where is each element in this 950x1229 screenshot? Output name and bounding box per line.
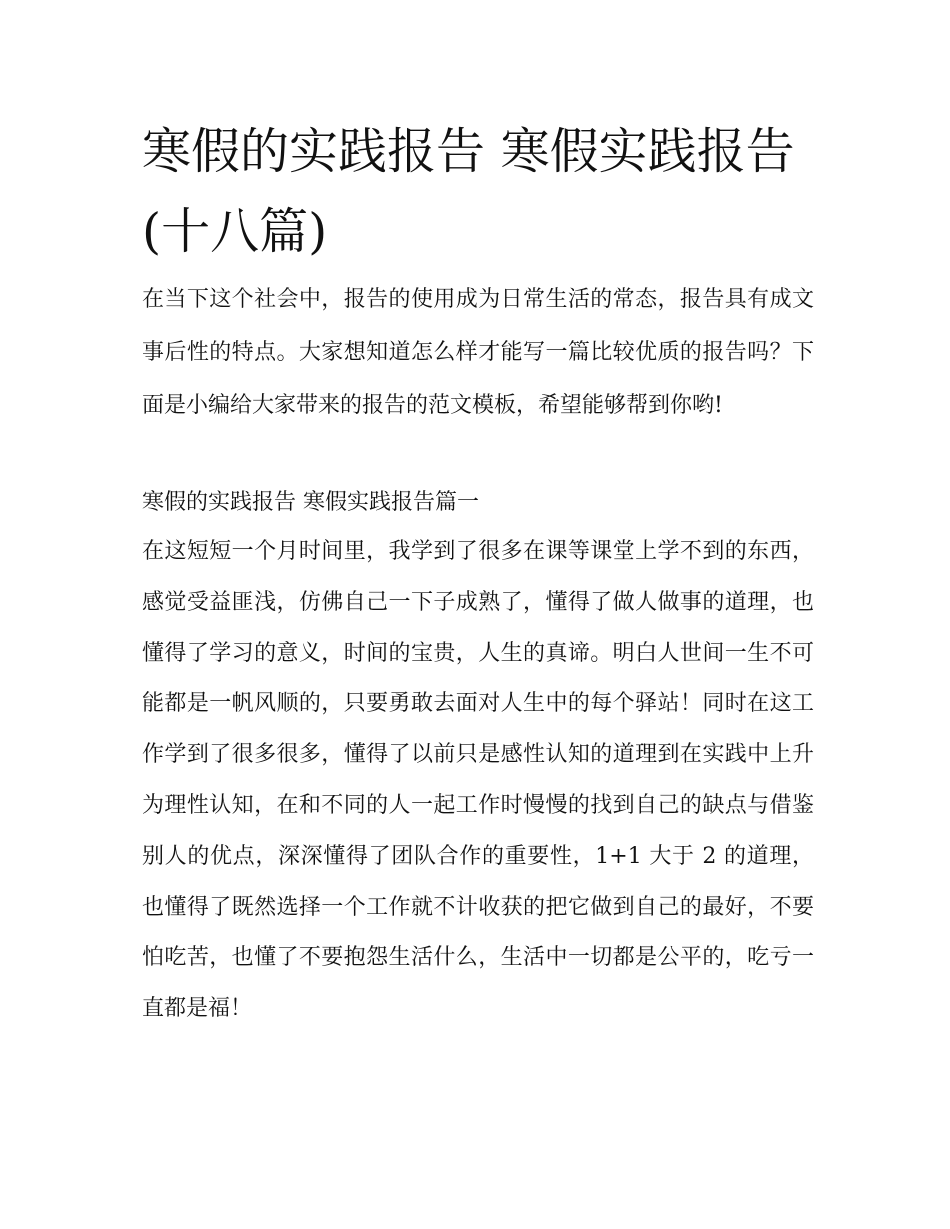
document-title — [142, 112, 822, 272]
document-title-line-2: (十八篇) — [142, 203, 328, 260]
document-title-line-1: 寒假的实践报告 寒假实践报告 — [142, 123, 795, 180]
section-paragraph: 在这短短一个月时间里，我学到了很多在课等课堂上学不到的东西，感觉受益匪浅，仿佛自己一下子成熟了，懂得了做人做事的道理，也懂得了学习的意义，时间的宝贵，人生的真谛。明白人世间一生不可能都是一帆风顺的，只要勇敢去面对人生中的每个驿站！同时在这工作学到了很多很多，懂得了以前只是感性认知的道理到在实践中上升为理性认知，在和不同的人一起工作时慢慢的找到自己的缺点与借鉴别人的优点，深深懂得了团队合作的重要性，1+1 大于 2 的道理，也懂得了既然选择一个工作就不计收获的把它做到自己的最好，不要怕吃苦，也懂了不要抱怨生活什么，生活中一切都是公平的，吃亏一直都是福！ — [142, 539, 814, 1022]
intro-paragraph: 在当下这个社会中，报告的使用成为日常生活的常态，报告具有成文事后性的特点。大家想知道怎么样才能写一篇比较优质的报告吗？下面是小编给大家带来的报告的范文模板，希望能够帮到你哟! — [142, 287, 814, 418]
section-heading: 寒假的实践报告 寒假实践报告篇一 — [142, 490, 479, 515]
